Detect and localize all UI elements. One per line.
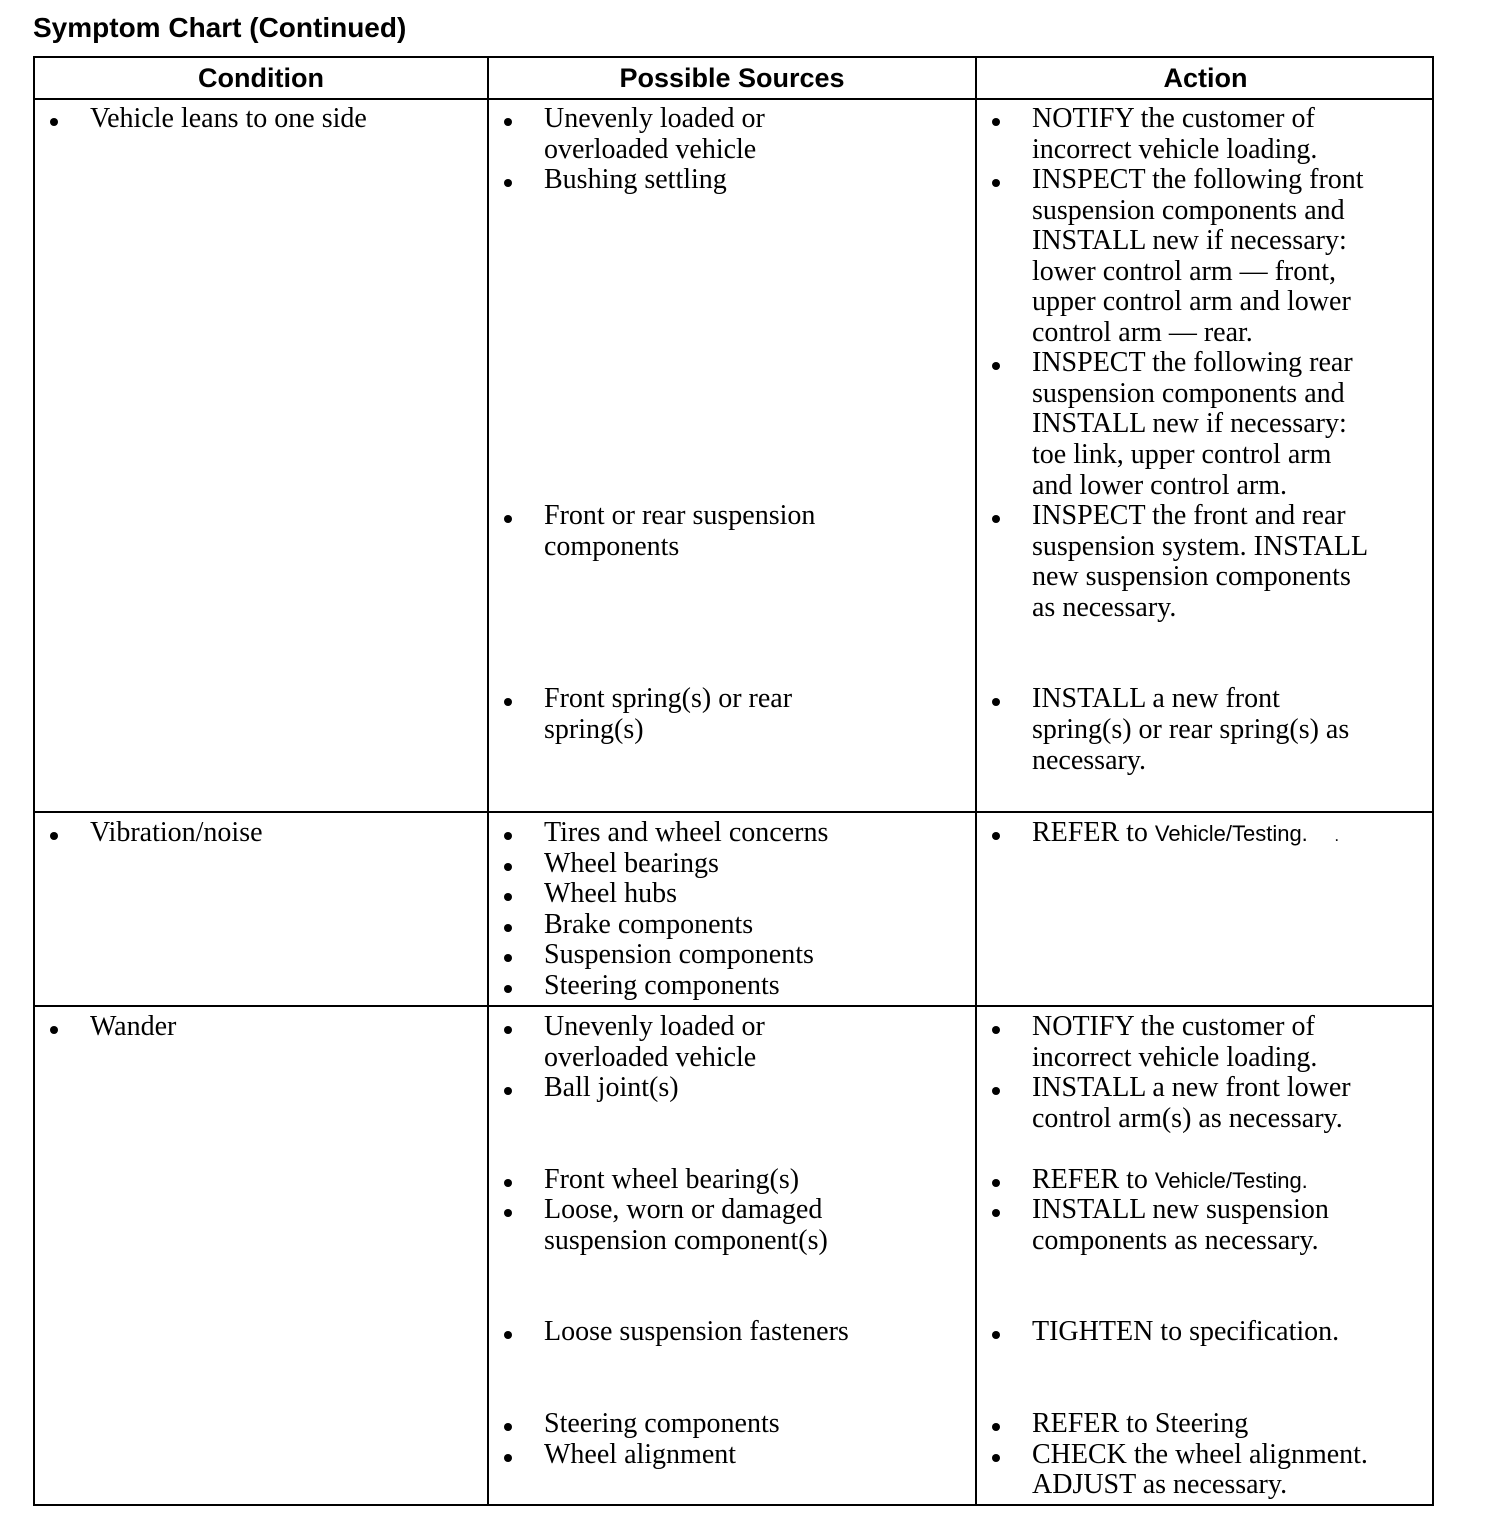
bullet <box>504 863 512 871</box>
source-line: Front spring(s) or rear <box>544 683 793 714</box>
column-divider <box>975 58 977 1504</box>
action-line: TIGHTEN to specification. <box>1032 1316 1340 1347</box>
action-line: incorrect vehicle loading. <box>1032 1042 1318 1073</box>
source-line: Unevenly loaded or <box>544 1011 765 1042</box>
bullet <box>504 1026 512 1034</box>
source-line: Suspension components <box>544 939 814 970</box>
bullet <box>992 1087 1000 1095</box>
source-line: spring(s) <box>544 714 644 745</box>
row-divider <box>35 811 1432 813</box>
action-line: NOTIFY the customer of <box>1032 103 1315 134</box>
bullet <box>504 1179 512 1187</box>
source-line: Tires and wheel concerns <box>544 817 829 848</box>
action-line: incorrect vehicle loading. <box>1032 134 1318 165</box>
bullet <box>992 515 1000 523</box>
source-line: Wheel bearings <box>544 848 719 879</box>
bullet <box>504 924 512 932</box>
bullet <box>504 985 512 993</box>
bullet <box>504 1087 512 1095</box>
bullet <box>992 1209 1000 1217</box>
condition-text: Wander <box>90 1011 177 1042</box>
source-line: Steering components <box>544 970 780 1001</box>
action-line: necessary. <box>1032 745 1147 776</box>
action-line: REFER to Steering <box>1032 1408 1249 1439</box>
action-line: suspension components and <box>1032 378 1345 409</box>
bullet <box>504 832 512 840</box>
manual-reference-link[interactable]: Vehicle/Testing. <box>1154 821 1308 846</box>
bullet <box>504 1331 512 1339</box>
bullet <box>992 1179 1000 1187</box>
bullet <box>504 1209 512 1217</box>
bullet <box>992 698 1000 706</box>
action-line: spring(s) or rear spring(s) as <box>1032 714 1350 745</box>
action-line: NOTIFY the customer of <box>1032 1011 1315 1042</box>
bullet <box>504 893 512 901</box>
action-line: INSPECT the following rear <box>1032 347 1353 378</box>
action-line: control arm — rear. <box>1032 317 1253 348</box>
bullet <box>504 698 512 706</box>
action-line: INSPECT the front and rear <box>1032 500 1346 531</box>
bullet <box>992 832 1000 840</box>
bullet <box>992 1454 1000 1462</box>
action-line: components as necessary. <box>1032 1225 1319 1256</box>
bullet <box>504 1454 512 1462</box>
action-line: suspension system. INSTALL <box>1032 531 1369 562</box>
source-line: overloaded vehicle <box>544 1042 757 1073</box>
action-line: INSTALL a new front lower <box>1032 1072 1351 1103</box>
action-line: INSTALL new if necessary: <box>1032 225 1347 256</box>
action-line: INSTALL a new front <box>1032 683 1280 714</box>
page-title: Symptom Chart (Continued) <box>33 12 407 43</box>
header-condition: Condition <box>198 63 324 93</box>
action-line: and lower control arm. <box>1032 470 1288 501</box>
action-line: lower control arm — front, <box>1032 256 1337 287</box>
action-verb: REFER to <box>1032 1164 1148 1195</box>
bullet <box>504 954 512 962</box>
bullet <box>504 118 512 126</box>
bullet <box>504 179 512 187</box>
header-action: Action <box>1163 63 1248 93</box>
action-line: ADJUST as necessary. <box>1032 1469 1288 1500</box>
source-line: Loose, worn or damaged <box>544 1194 823 1225</box>
action-line: INSTALL new suspension <box>1032 1194 1329 1225</box>
column-divider <box>487 58 489 1504</box>
action-line: CHECK the wheel alignment. <box>1032 1439 1368 1470</box>
source-line: Front wheel bearing(s) <box>544 1164 800 1195</box>
bullet <box>992 118 1000 126</box>
bullet <box>992 1331 1000 1339</box>
header-divider <box>35 98 1432 100</box>
condition-text: Vibration/noise <box>90 817 263 848</box>
bullet <box>992 1026 1000 1034</box>
bullet <box>992 362 1000 370</box>
symptom-chart-table <box>33 56 1434 1506</box>
bullet <box>504 515 512 523</box>
action-line: as necessary. <box>1032 592 1177 623</box>
bullet <box>504 1423 512 1431</box>
source-line: Front or rear suspension <box>544 500 816 531</box>
row-divider <box>35 1005 1432 1007</box>
source-line: Wheel alignment <box>544 1439 737 1470</box>
header-possible-sources: Possible Sources <box>619 63 845 93</box>
source-line: Bushing settling <box>544 164 727 195</box>
action-line: INSPECT the following front <box>1032 164 1364 195</box>
action-line <box>1032 1165 1308 1197</box>
source-line: Loose suspension fasteners <box>544 1316 849 1347</box>
bullet <box>50 1026 58 1034</box>
source-line: Steering components <box>544 1408 780 1439</box>
source-line: Wheel hubs <box>544 878 677 909</box>
action-line: suspension components and <box>1032 195 1345 226</box>
bullet <box>992 179 1000 187</box>
condition-text: Vehicle leans to one side <box>90 103 367 134</box>
action-line: INSTALL new if necessary: <box>1032 408 1347 439</box>
source-line: components <box>544 531 680 562</box>
action-line <box>1032 818 1339 853</box>
source-line: suspension component(s) <box>544 1225 828 1256</box>
source-line: Ball joint(s) <box>544 1072 679 1103</box>
source-line: Unevenly loaded or <box>544 103 765 134</box>
action-line: control arm(s) as necessary. <box>1032 1103 1343 1134</box>
source-line: overloaded vehicle <box>544 134 757 165</box>
action-line: new suspension components <box>1032 561 1351 592</box>
manual-reference-link[interactable]: Vehicle/Testing. <box>1154 1168 1308 1193</box>
action-verb: REFER to <box>1032 817 1148 848</box>
trailing-mark: . <box>1334 828 1339 845</box>
action-line: upper control arm and lower <box>1032 286 1351 317</box>
bullet <box>50 832 58 840</box>
source-line: Brake components <box>544 909 754 940</box>
bullet <box>50 118 58 126</box>
action-line: toe link, upper control arm <box>1032 439 1332 470</box>
bullet <box>992 1423 1000 1431</box>
